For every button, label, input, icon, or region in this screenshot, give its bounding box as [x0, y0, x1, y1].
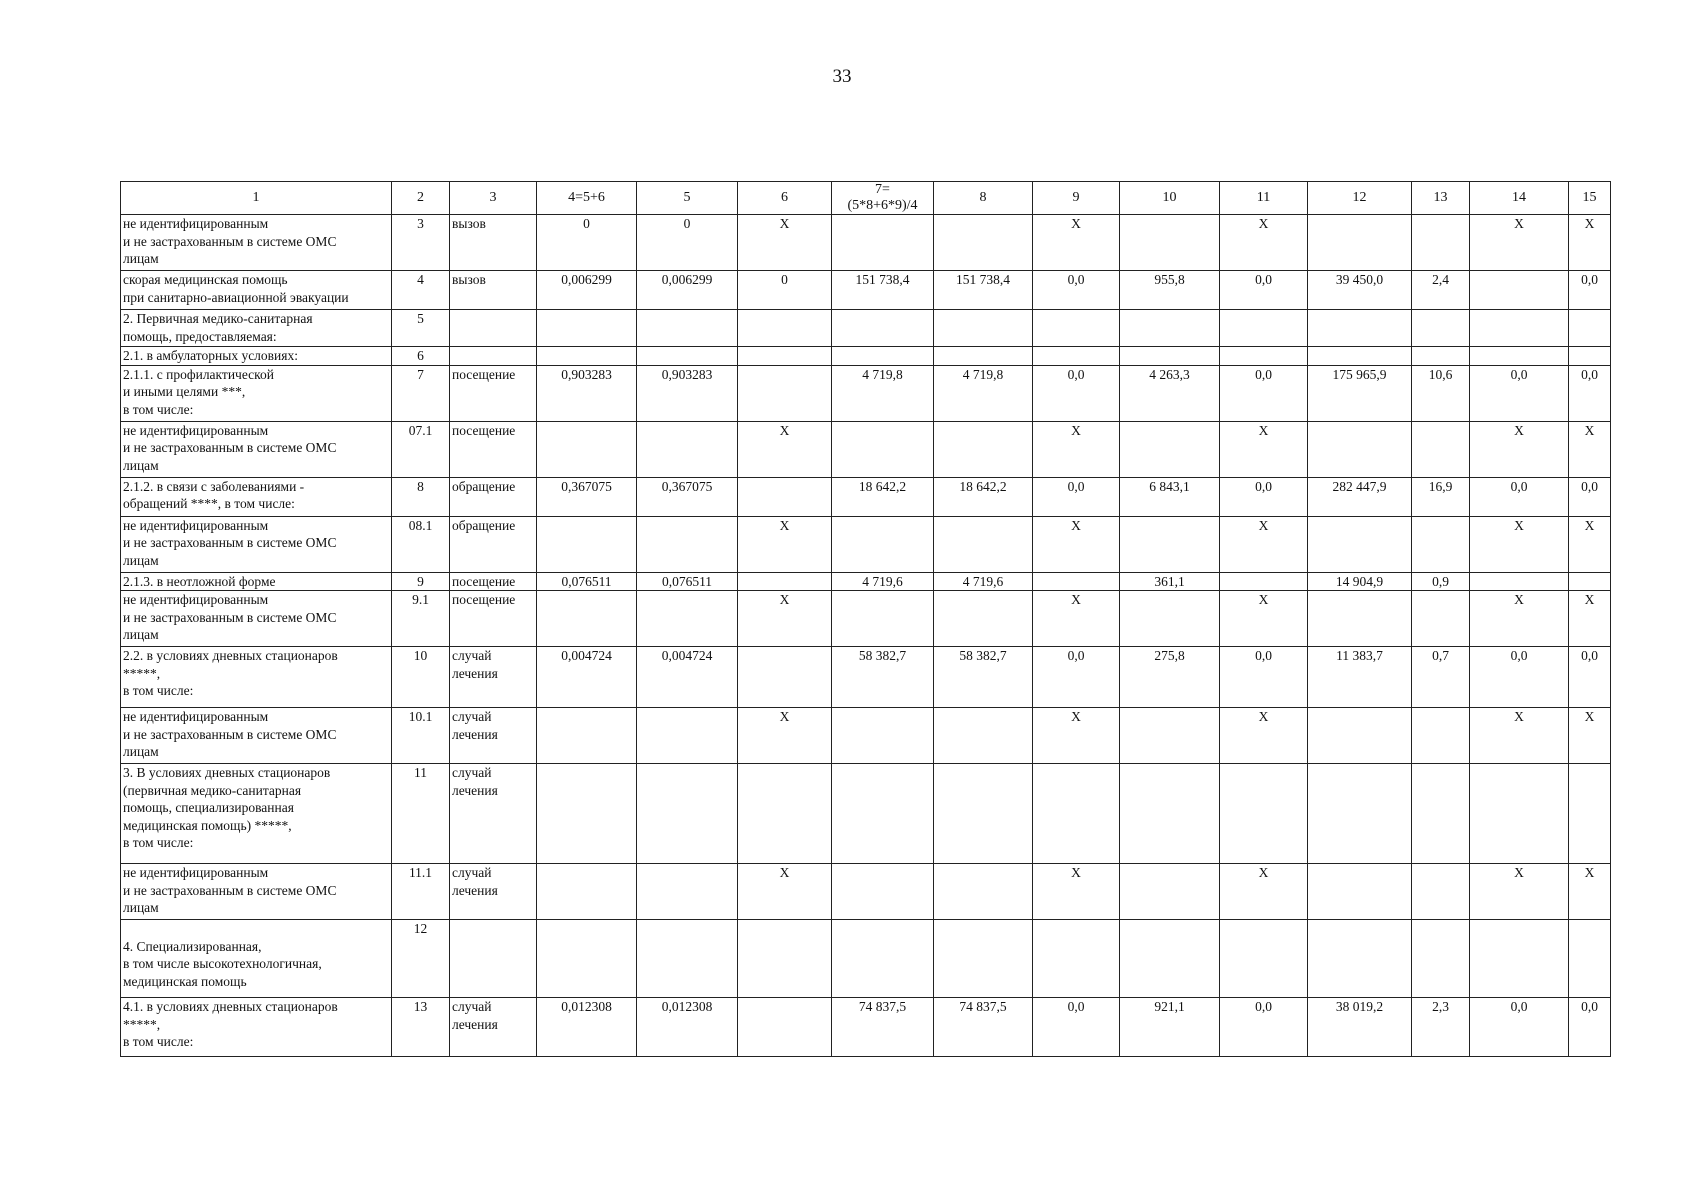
table-cell: X [738, 864, 832, 920]
table-cell: посещение [450, 365, 537, 421]
table-cell: 0,367075 [537, 477, 637, 516]
row-label-cell: не идентифицированным и не застрахованным в системе ОМС лицам [121, 708, 392, 764]
table-cell: обращение [450, 477, 537, 516]
table-cell: 10,6 [1412, 365, 1470, 421]
table-cell: 4 719,8 [832, 365, 934, 421]
table-cell: 9.1 [392, 591, 450, 647]
table-cell [738, 572, 832, 591]
table-cell [1120, 310, 1220, 347]
table-cell: 0,0 [1033, 998, 1120, 1057]
table-cell [450, 347, 537, 366]
row-label-cell: 3. В условиях дневных стационаров (первичная медико-санитарная помощь, специализированная медицинская помощь) *****, в том числе: [121, 764, 392, 864]
table-cell: 0,0 [1033, 365, 1120, 421]
table-cell [537, 347, 637, 366]
table-cell [1308, 764, 1412, 864]
table-cell: X [1470, 864, 1569, 920]
table-cell: X [738, 215, 832, 271]
row-label-cell: не идентифицированным и не застрахованным в системе ОМС лицам [121, 421, 392, 477]
table-cell: случай лечения [450, 998, 537, 1057]
table-cell: 0,0 [1220, 647, 1308, 708]
table-row [121, 516, 1611, 572]
table-cell: 0,0 [1033, 647, 1120, 708]
table-cell: 74 837,5 [832, 998, 934, 1057]
table-cell: 0,076511 [637, 572, 738, 591]
table-cell: 0,903283 [637, 365, 738, 421]
header-cell: 13 [1412, 182, 1470, 215]
table-cell: обращение [450, 516, 537, 572]
table-cell: 9 [392, 572, 450, 591]
table-cell: X [1033, 421, 1120, 477]
table-cell: X [1569, 215, 1611, 271]
table-cell [934, 708, 1033, 764]
table-cell: 12 [392, 920, 450, 998]
table-cell: X [1033, 215, 1120, 271]
table-cell: X [1470, 421, 1569, 477]
table-row [121, 310, 1611, 347]
table-cell: 10 [392, 647, 450, 708]
table-cell [1033, 572, 1120, 591]
header-cell: 11 [1220, 182, 1308, 215]
table-cell: 0,7 [1412, 647, 1470, 708]
header-cell: 15 [1569, 182, 1611, 215]
row-label-cell: не идентифицированным и не застрахованным в системе ОМС лицам [121, 215, 392, 271]
header-cell: 3 [450, 182, 537, 215]
table-cell: 0,367075 [637, 477, 738, 516]
table-cell [1412, 708, 1470, 764]
table-cell [537, 708, 637, 764]
table-cell [832, 708, 934, 764]
table-cell: X [738, 591, 832, 647]
table-cell: 07.1 [392, 421, 450, 477]
table-row [121, 477, 1611, 516]
table-cell [738, 920, 832, 998]
row-label-cell: 4. Специализированная, в том числе высокотехнологичная, медицинская помощь [121, 920, 392, 998]
table-cell: X [1033, 516, 1120, 572]
row-label-cell: не идентифицированным и не застрахованным в системе ОМС лицам [121, 591, 392, 647]
table-cell: X [1033, 864, 1120, 920]
table-cell: 4 263,3 [1120, 365, 1220, 421]
table-cell [934, 347, 1033, 366]
table-cell [637, 421, 738, 477]
table-cell: 6 [392, 347, 450, 366]
table-row [121, 365, 1611, 421]
table-cell: X [1220, 516, 1308, 572]
header-cell: 1 [121, 182, 392, 215]
table-cell [1470, 572, 1569, 591]
table-cell [1569, 572, 1611, 591]
table-cell [637, 516, 738, 572]
table-cell [1470, 271, 1569, 310]
table-cell [832, 347, 934, 366]
table-cell: вызов [450, 271, 537, 310]
table-cell: 39 450,0 [1308, 271, 1412, 310]
table-cell: X [1470, 516, 1569, 572]
table-cell: 4 719,6 [934, 572, 1033, 591]
table-cell [1569, 920, 1611, 998]
table-cell: 18 642,2 [832, 477, 934, 516]
table-cell: 18 642,2 [934, 477, 1033, 516]
table-cell: 0,006299 [537, 271, 637, 310]
table-row [121, 764, 1611, 864]
table-cell [934, 864, 1033, 920]
table-cell: 7 [392, 365, 450, 421]
table-cell: случай лечения [450, 764, 537, 864]
row-label-cell: 2.1.1. с профилактической и иными целями ***, в том числе: [121, 365, 392, 421]
table-cell: 0 [738, 271, 832, 310]
table-cell [1220, 920, 1308, 998]
table-cell: 6 843,1 [1120, 477, 1220, 516]
table-row [121, 864, 1611, 920]
table-cell [832, 215, 934, 271]
table-cell [1308, 347, 1412, 366]
table-cell [1412, 421, 1470, 477]
table-cell [738, 310, 832, 347]
table-cell [450, 310, 537, 347]
table-cell [537, 920, 637, 998]
table-cell [832, 764, 934, 864]
table-cell [1470, 920, 1569, 998]
table-cell [537, 516, 637, 572]
table-cell [738, 365, 832, 421]
table-cell: 0,0 [1220, 998, 1308, 1057]
table-cell: 0,012308 [537, 998, 637, 1057]
table-cell: X [738, 708, 832, 764]
table-cell [1308, 215, 1412, 271]
table-cell [738, 764, 832, 864]
table-row [121, 271, 1611, 310]
table-cell [934, 591, 1033, 647]
table-cell: 38 019,2 [1308, 998, 1412, 1057]
header-cell: 8 [934, 182, 1033, 215]
table-cell [1412, 864, 1470, 920]
table-cell: X [1220, 864, 1308, 920]
table-cell [637, 764, 738, 864]
header-cell: 14 [1470, 182, 1569, 215]
row-label-cell: скорая медицинская помощь при санитарно-авиационной эвакуации [121, 271, 392, 310]
table-cell: случай лечения [450, 708, 537, 764]
table-cell: 0,9 [1412, 572, 1470, 591]
table-cell [1220, 347, 1308, 366]
table-cell: 0,076511 [537, 572, 637, 591]
table-cell [637, 591, 738, 647]
table-cell [637, 347, 738, 366]
table-cell [537, 310, 637, 347]
table-cell: 0,012308 [637, 998, 738, 1057]
table-cell: 0,903283 [537, 365, 637, 421]
table-cell [1470, 310, 1569, 347]
table-cell [832, 920, 934, 998]
table-cell: 275,8 [1120, 647, 1220, 708]
table-cell [1569, 310, 1611, 347]
table-cell [1120, 215, 1220, 271]
table-cell [1120, 591, 1220, 647]
table-cell [1220, 572, 1308, 591]
table-cell: 921,1 [1120, 998, 1220, 1057]
table-cell [1308, 920, 1412, 998]
table-cell [1033, 920, 1120, 998]
table-cell [450, 920, 537, 998]
table-cell: 2,3 [1412, 998, 1470, 1057]
table-cell [832, 310, 934, 347]
table-cell: 11.1 [392, 864, 450, 920]
table-cell [1412, 920, 1470, 998]
table-cell [738, 998, 832, 1057]
table-cell [934, 421, 1033, 477]
table-cell: X [1470, 215, 1569, 271]
table-cell [1412, 516, 1470, 572]
table-cell [537, 421, 637, 477]
table-cell: X [1220, 215, 1308, 271]
table-cell: 0,0 [1470, 365, 1569, 421]
table-body [121, 215, 1611, 1057]
table-cell: X [1220, 708, 1308, 764]
table-cell [1308, 864, 1412, 920]
table-row [121, 998, 1611, 1057]
table-cell: вызов [450, 215, 537, 271]
table-cell: X [1220, 591, 1308, 647]
table-cell: 3 [392, 215, 450, 271]
table-cell: 8 [392, 477, 450, 516]
table-cell: X [1220, 421, 1308, 477]
table-cell [832, 421, 934, 477]
table-row [121, 215, 1611, 271]
table-cell: 0,0 [1033, 271, 1120, 310]
table-row [121, 708, 1611, 764]
table-row [121, 572, 1611, 591]
table-cell: 58 382,7 [832, 647, 934, 708]
table-cell: X [738, 421, 832, 477]
table-cell: 10.1 [392, 708, 450, 764]
row-label-cell: 2.2. в условиях дневных стационаров *****, в том числе: [121, 647, 392, 708]
table-row [121, 347, 1611, 366]
page-number: 33 [832, 66, 852, 87]
table-cell [1470, 347, 1569, 366]
header-cell: 4=5+6 [537, 182, 637, 215]
table-cell: случай лечения [450, 864, 537, 920]
table-cell [1470, 764, 1569, 864]
table-cell [1033, 310, 1120, 347]
header-cell: 9 [1033, 182, 1120, 215]
table-cell: 2,4 [1412, 271, 1470, 310]
header-cell: 2 [392, 182, 450, 215]
header-cell: 6 [738, 182, 832, 215]
table-cell: 0,004724 [637, 647, 738, 708]
table-cell: 14 904,9 [1308, 572, 1412, 591]
table-cell [1220, 764, 1308, 864]
table-cell: 0 [637, 215, 738, 271]
row-label-cell: 2. Первичная медико-санитарная помощь, предоставляемая: [121, 310, 392, 347]
table-cell: 74 837,5 [934, 998, 1033, 1057]
table-cell: X [1569, 421, 1611, 477]
table-row [121, 920, 1611, 998]
table-cell [934, 516, 1033, 572]
table-cell: 13 [392, 998, 450, 1057]
table-cell: 282 447,9 [1308, 477, 1412, 516]
table-cell: 0,0 [1220, 477, 1308, 516]
table-cell: 0,0 [1569, 647, 1611, 708]
table-cell [1412, 591, 1470, 647]
table-cell [934, 764, 1033, 864]
table-cell: 175 965,9 [1308, 365, 1412, 421]
row-label-cell: не идентифицированным и не застрахованным в системе ОМС лицам [121, 864, 392, 920]
table-cell: X [1470, 708, 1569, 764]
table-row [121, 591, 1611, 647]
row-label-cell: 2.1.2. в связи с заболеваниями - обращений ****, в том числе: [121, 477, 392, 516]
table-cell [1412, 347, 1470, 366]
table-cell: 11 [392, 764, 450, 864]
header-cell: 12 [1308, 182, 1412, 215]
table-cell [832, 516, 934, 572]
table-cell: 0,0 [1470, 477, 1569, 516]
row-label-cell: 2.1. в амбулаторных условиях: [121, 347, 392, 366]
table-cell: 0,004724 [537, 647, 637, 708]
table-cell: 151 738,4 [934, 271, 1033, 310]
table-cell [1033, 764, 1120, 864]
table-row [121, 421, 1611, 477]
table-cell: посещение [450, 572, 537, 591]
table-cell: 0,0 [1220, 271, 1308, 310]
table-cell: посещение [450, 591, 537, 647]
table-cell: 0 [537, 215, 637, 271]
table-cell [537, 864, 637, 920]
table-cell [537, 764, 637, 864]
table-cell: 0,0 [1569, 477, 1611, 516]
table-cell: 955,8 [1120, 271, 1220, 310]
table-cell: 11 383,7 [1308, 647, 1412, 708]
table-cell: 0,0 [1569, 998, 1611, 1057]
table-cell [1308, 421, 1412, 477]
header-cell: 7= (5*8+6*9)/4 [832, 182, 934, 215]
table-cell: случай лечения [450, 647, 537, 708]
data-table [120, 181, 1611, 1057]
table-cell [1120, 864, 1220, 920]
table-cell: X [1033, 591, 1120, 647]
table-cell: 0,006299 [637, 271, 738, 310]
table-cell [832, 864, 934, 920]
table-cell: 0,0 [1470, 998, 1569, 1057]
table-cell: X [1569, 591, 1611, 647]
table-cell: 0,0 [1470, 647, 1569, 708]
table-cell [1412, 215, 1470, 271]
table-cell [637, 864, 738, 920]
table-cell [1308, 708, 1412, 764]
table-cell: 58 382,7 [934, 647, 1033, 708]
table-cell [637, 310, 738, 347]
table-cell: 361,1 [1120, 572, 1220, 591]
table-cell [1120, 764, 1220, 864]
table-cell: X [1569, 516, 1611, 572]
table-cell: X [738, 516, 832, 572]
table-cell [1120, 516, 1220, 572]
table-cell: 5 [392, 310, 450, 347]
table-cell [537, 591, 637, 647]
table-cell: 4 719,6 [832, 572, 934, 591]
table-cell: X [1569, 864, 1611, 920]
table-cell [1308, 516, 1412, 572]
table-cell [934, 215, 1033, 271]
table-cell [1220, 310, 1308, 347]
row-label-cell: 4.1. в условиях дневных стационаров *****, в том числе: [121, 998, 392, 1057]
table-cell [832, 591, 934, 647]
table-cell: 151 738,4 [832, 271, 934, 310]
table-cell [637, 920, 738, 998]
table-cell: 4 719,8 [934, 365, 1033, 421]
table-cell [1308, 591, 1412, 647]
table-row [121, 647, 1611, 708]
table-cell: посещение [450, 421, 537, 477]
table-cell [1569, 764, 1611, 864]
table-cell [934, 920, 1033, 998]
table-cell [1120, 421, 1220, 477]
table-cell [637, 708, 738, 764]
row-label-cell: 2.1.3. в неотложной форме [121, 572, 392, 591]
header-cell: 5 [637, 182, 738, 215]
table-header [121, 182, 1611, 215]
table-cell [738, 647, 832, 708]
table-cell [1120, 920, 1220, 998]
table-cell [738, 347, 832, 366]
header-cell: 10 [1120, 182, 1220, 215]
table-cell [738, 477, 832, 516]
table-cell [1120, 708, 1220, 764]
table-cell [1412, 310, 1470, 347]
table-cell: 4 [392, 271, 450, 310]
table-cell: 0,0 [1220, 365, 1308, 421]
row-label-cell: не идентифицированным и не застрахованным в системе ОМС лицам [121, 516, 392, 572]
table-cell [934, 310, 1033, 347]
table-cell: X [1569, 708, 1611, 764]
table-cell: 08.1 [392, 516, 450, 572]
table-cell [1308, 310, 1412, 347]
table-cell [1569, 347, 1611, 366]
header-row [121, 182, 1611, 215]
table-cell [1033, 347, 1120, 366]
table-cell: 0,0 [1569, 271, 1611, 310]
table-cell: 16,9 [1412, 477, 1470, 516]
table-cell: 0,0 [1569, 365, 1611, 421]
table-cell: X [1033, 708, 1120, 764]
table-cell [1120, 347, 1220, 366]
table-cell [1412, 764, 1470, 864]
table-cell: 0,0 [1033, 477, 1120, 516]
table-cell: X [1470, 591, 1569, 647]
